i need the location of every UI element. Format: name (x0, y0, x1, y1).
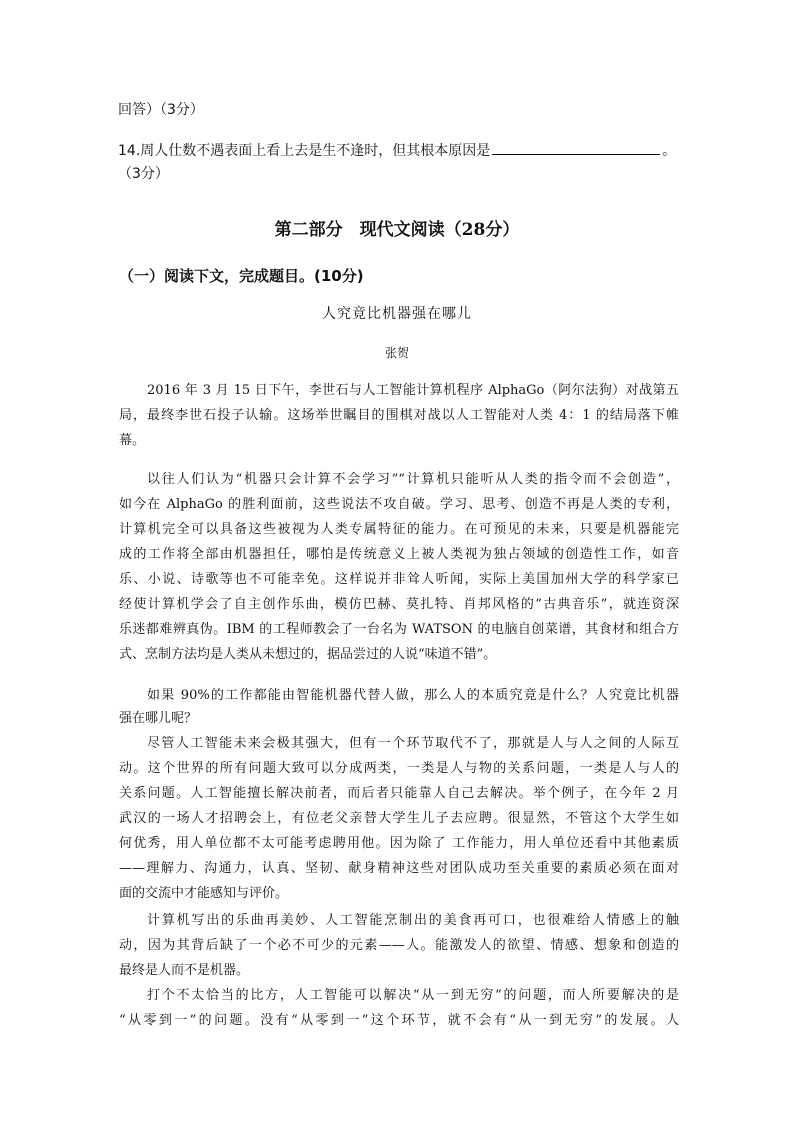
article-line: 如果 90%的工作都能由智能机器代替人做，那么人的本质究竟是什么？人究竟比机器 (147, 688, 679, 703)
article-line: 武汉的一场人才招聘会上，有位老父亲替大学生儿子去应聘。很显然，不管这个大学生如 (119, 811, 679, 826)
article-line: 经使计算机学会了自主创作乐曲，模仿巴赫、莫扎特、肖邦风格的“古典音乐”，就连资深 (119, 597, 679, 612)
article-line: 如今在 AlphaGo 的胜利面前，这些说法不攻自破。学习、思考、创造不再是人类的专利， (119, 497, 679, 512)
article-line: 最终是人而不是机器。 (119, 963, 250, 978)
question-14-text: 14.周人仕数不遇表面上看上去是生不逢时，但其根本原因是 (118, 143, 491, 159)
question-14-end: 。 (662, 143, 677, 159)
article-line: 幕。 (119, 433, 146, 448)
article-line: 计算机写出的乐曲再美妙、人工智能烹制出的美食再可口，也很难给人情感上的触 (147, 913, 679, 928)
article-line: ——理解力、沟通力，认真、坚韧、献身精神这些对团队成功至关重要的素质必须在面对 (119, 861, 679, 876)
article-line: 强在哪儿呢？ (119, 711, 198, 726)
q13-tail: 回答）（3分） (118, 102, 204, 118)
article-line: 打个不太恰当的比方，人工智能可以解决“从一到无穷”的问题，而人所要解决的是 (147, 988, 679, 1003)
article-line: 乐迷都难辨真伪。IBM 的工程师教会了一台名为 WATSON 的电脑自创菜谱，其食材和组合方 (119, 622, 679, 637)
article-line: 以往人们认为“机器只会计算不会学习”“计算机只能听从人类的指令而不会创造”， (147, 472, 679, 487)
article-line: 关系问题。人工智能擅长解决前者，而后者只能靠人自己去解决。举个例子，在今年 2 月 (119, 786, 679, 801)
article-line: 计算机完全可以具备这些被视为人类专属特征的能力。在可预见的未来，只要是机器能完 (119, 522, 679, 537)
question-14-score: （3分） (118, 166, 169, 182)
article-line: 动。这个世界的所有问题大致可以分成两类，一类是人与物的关系问题，一类是人与人的 (119, 761, 679, 776)
article-line: 何优秀，用人单位都不太可能考虑聘用他。因为除了 工作能力，用人单位还看中其他素质 (119, 836, 679, 851)
article-line: 局，最终李世石投子认输。这场举世瞩目的围棋对战以人工智能对人类 4：1 的结局落下帷 (119, 408, 679, 423)
article-line: 式、烹制方法均是人类从未想过的，据品尝过的人说“味道不错”。 (119, 647, 497, 662)
section-title: 第二部分 现代文阅读（28分） (274, 220, 520, 240)
article-line: 2016 年 3 月 15 日下午，李世石与人工智能计算机程序 AlphaGo（阿尔法狗）对战第五 (147, 383, 679, 398)
question-14 (118, 140, 676, 160)
article-line: “从零到一”的问题。没有“从零到一”这个环节，就不会有“从一到无穷”的发展。人 (119, 1013, 679, 1028)
article-line: 乐、小说、诗歌等也不可能幸免。这样说并非耸人听闻，实际上美国加州大学的科学家已 (119, 572, 679, 587)
answer-blank[interactable] (492, 140, 660, 155)
article-line: 面的交流中才能感知与评价。 (119, 886, 289, 901)
article-title: 人究竟比机器强在哪儿 (322, 306, 472, 322)
section-subhead: （一）阅读下文，完成题目。(10分) (119, 267, 364, 285)
article-line: 成的工作将全部由机器担任，哪怕是传统意义上被人类视为独占领域的创造性工作，如音 (119, 547, 679, 562)
article-line: 动，因为其背后缺了一个必不可少的元素——人。能激发人的欲望、情感、想象和创造的 (119, 938, 679, 953)
article-line: 尽管人工智能未来会极其强大，但有一个环节取代不了，那就是人与人之间的人际互 (147, 736, 679, 751)
article-author: 张贺 (384, 346, 409, 360)
